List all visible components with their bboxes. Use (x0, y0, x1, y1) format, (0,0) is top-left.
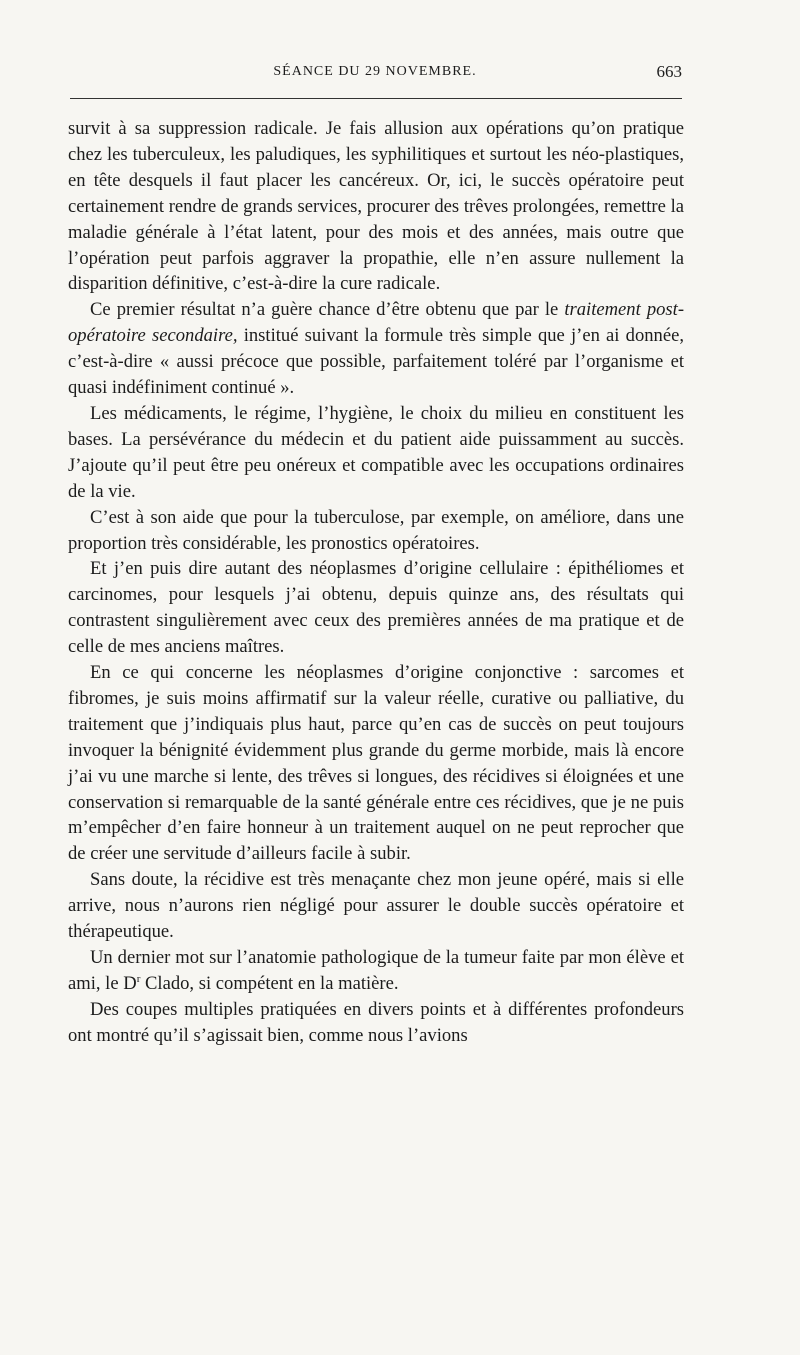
paragraph-9: Des coupes multiples pratiquées en divers points et à différentes profondeurs ont montré qu’il s’agissait bien, comme nous l’avions (68, 998, 684, 1046)
page-header (68, 64, 682, 86)
paragraph-8-end: Clado, si compétent en la matière. (140, 972, 399, 994)
body-text (68, 116, 684, 1049)
page-number: 663 (656, 62, 682, 81)
paragraph-1: survit à sa suppression radicale. Je fais allusion aux opérations qu’on pratique chez les tuberculeux, les paludiques, les syphilitiques et surtout les néo-plastiques, en tête desquels il faut placer les cancéreux. Or, ici, le succès opératoire peut certainement rendre de grands services, procurer des trêves prolongées, remettre la maladie générale à l’état latent, pour des mois et des années, mais outre que l’opération peut parfois aggraver la propathie, elle n’en assure nullement la disparition définitive, c’est-à-dire la cure radicale. (68, 118, 684, 295)
paragraph-2-start: Ce premier résultat n’a guère chance d’être obtenu que par le (90, 299, 565, 321)
header-rule (70, 98, 682, 99)
paragraph-8-start: Un dernier mot sur l’anatomie pathologique de la tumeur faite par mon élève et ami, le D (68, 947, 684, 994)
emphasized-phrase: traitement post-opératoire secondaire, (68, 299, 685, 347)
paragraph-5: Et j’en puis dire autant des néoplasmes d’origine cellulaire : épithéliomes et carcinomes, pour lesquels j’ai obtenu, depuis quinze ans, des résultats qui contrastent singulièrement avec ceux des premières années de ma pratique et de celle de mes anciens maîtres. (68, 558, 684, 658)
paragraph-3: Les médicaments, le régime, l’hygiène, le choix du milieu en constituent les bases. La persévérance du médecin et du patient aide puissamment au succès. J’ajoute qu’il peut être peu onéreux et compatible avec les occupations ordinaires de la vie. (68, 402, 684, 502)
paragraph-4: C’est à son aide que pour la tuberculose, par exemple, on améliore, dans une proportion très considérable, les pronostics opératoires. (68, 506, 684, 554)
doctor-superscript: r (136, 972, 141, 985)
paragraph-8 (68, 945, 684, 997)
running-head: SÉANCE DU 29 NOVEMBRE. (273, 64, 477, 79)
paragraph-7: Sans doute, la récidive est très menaçante chez mon jeune opéré, mais si elle arrive, nous n’aurons rien négligé pour assurer le double succès opératoire et thérapeutique. (68, 869, 684, 943)
paragraph-2 (68, 297, 684, 401)
paragraph-6: En ce qui concerne les néoplasmes d’origine conjonctive : sarcomes et fibromes, je suis moins affirmatif sur la valeur réelle, curative ou palliative, du traitement que j’indiquais plus haut, parce qu’en cas de succès on peut toujours invoquer la bénignité évidemment plus grande du germe morbide, mais là encore j’ai vu une marche si lente, des trêves si longues, des récidives si éloignées et une conservation si remarquable de la santé générale entre ces récidives, que je ne puis m’empêcher d’en faire honneur à un traitement auquel on ne peut reprocher que de créer une servitude d’ailleurs facile à subir. (68, 662, 684, 865)
paragraph-2-end: institué suivant la formule très simple que j’en ai donnée, c’est-à-dire « aussi précoce que possible, parfaitement toléré par l’organisme et quasi indéfiniment continué ». (68, 325, 684, 399)
